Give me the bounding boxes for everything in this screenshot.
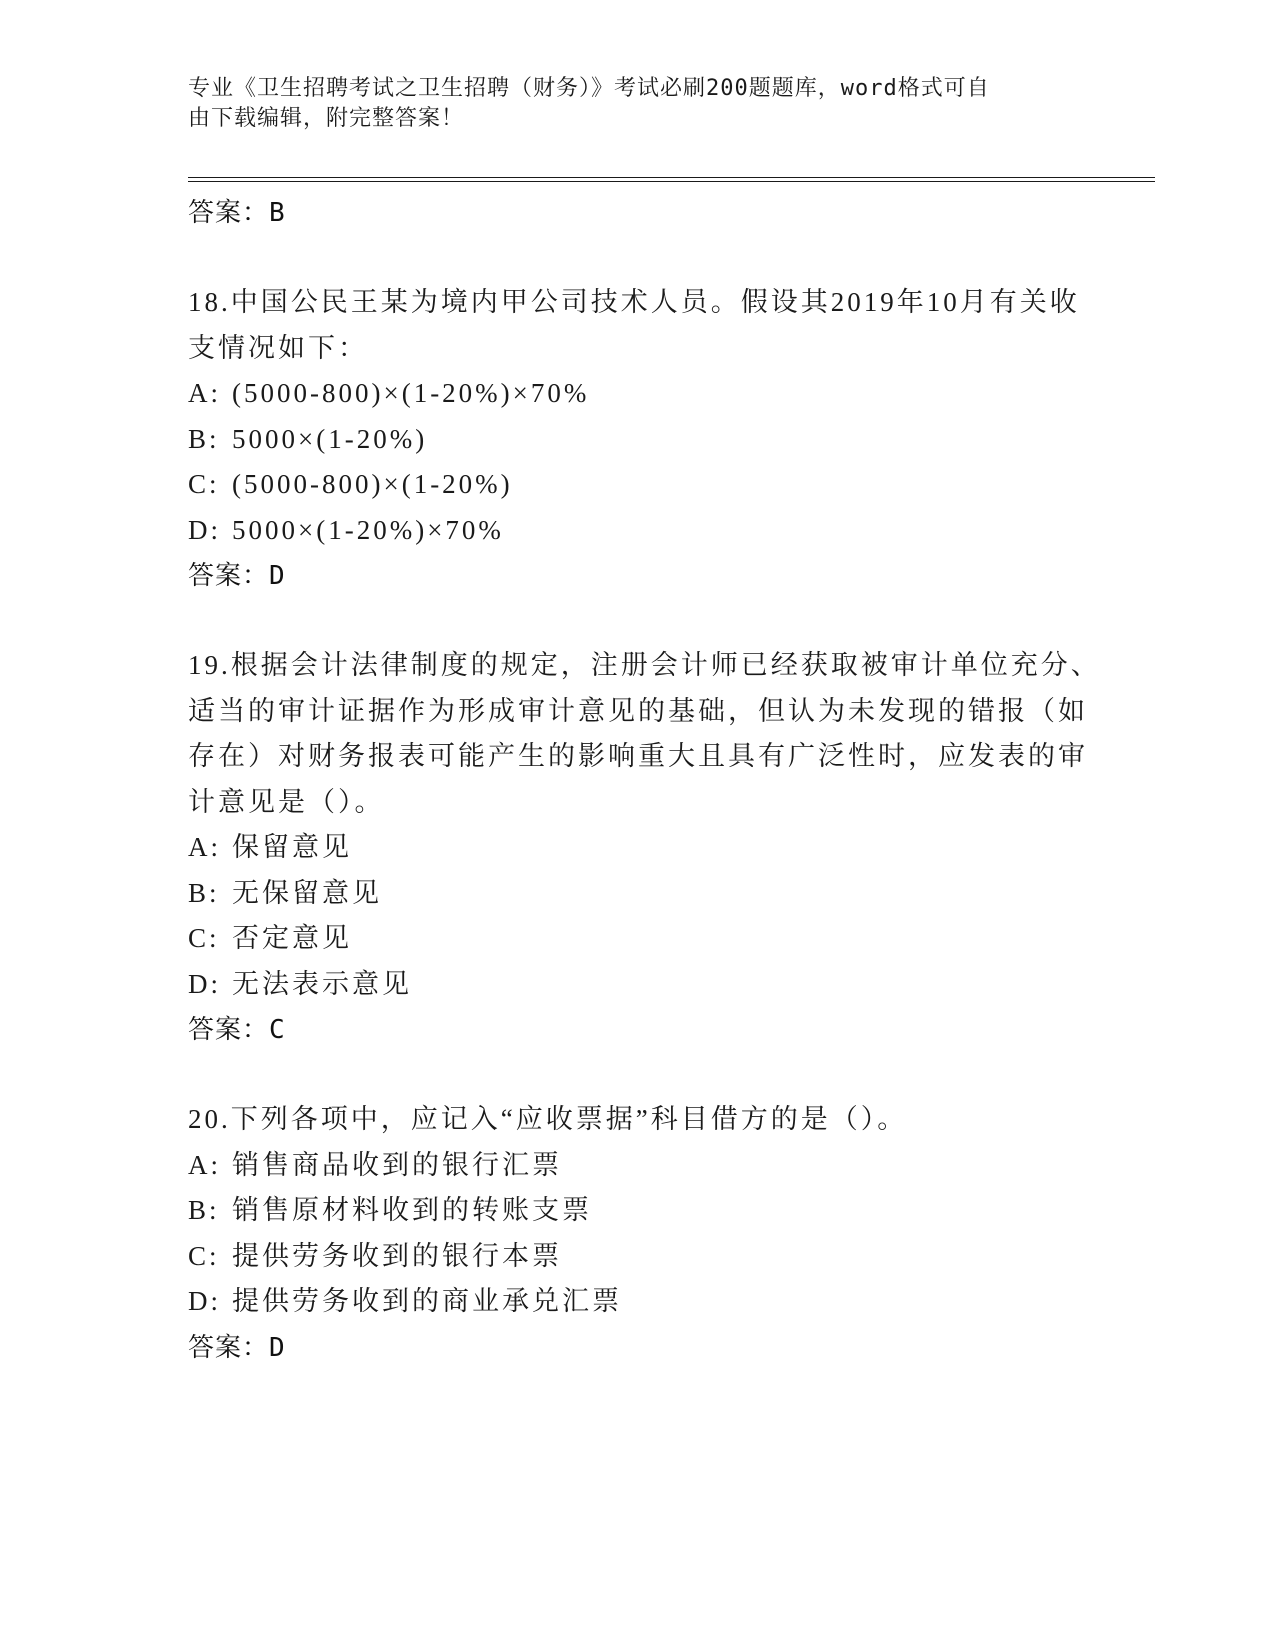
- option-a: [188, 371, 1088, 417]
- option-letter: B:: [188, 423, 220, 454]
- option-b: [188, 871, 1088, 917]
- option-text: 5000×(1-20%)×70%: [232, 514, 504, 545]
- option-a: [188, 825, 1088, 871]
- option-text: (5000-800)×(1-20%)×70%: [232, 378, 590, 408]
- question-19: [188, 643, 1101, 1053]
- option-text: 否定意见: [232, 923, 352, 953]
- previous-answer: 答案：B: [188, 198, 286, 228]
- header-divider-top: [188, 177, 1155, 178]
- option-letter: B:: [188, 1195, 220, 1225]
- option-letter: D:: [188, 514, 221, 545]
- question-stem-line: 适当的审计证据作为形成审计意见的基础，但认为未发现的错报（如: [188, 695, 1088, 726]
- option-c: [188, 916, 1088, 962]
- question-answer: 答案：D: [188, 1332, 286, 1363]
- option-letter: C:: [188, 923, 220, 953]
- question-stem-line: 存在）对财务报表可能产生的影响重大且具有广泛性时，应发表的审: [188, 741, 1088, 771]
- option-letter: A:: [188, 1149, 221, 1180]
- option-d: [188, 962, 1088, 1008]
- header-divider-bottom: [188, 181, 1155, 182]
- option-letter: A:: [188, 378, 221, 408]
- option-text: 提供劳务收到的商业承兑汇票: [232, 1286, 622, 1316]
- option-c: [188, 462, 1088, 508]
- option-text: 销售原材料收到的转账支票: [232, 1195, 592, 1225]
- option-c: [188, 1234, 1088, 1280]
- option-text: 5000×(1-20%): [232, 423, 428, 454]
- page-header: [188, 74, 1068, 134]
- question-20: [188, 1097, 1088, 1371]
- option-letter: C:: [188, 469, 220, 499]
- question-stem-line: 支情况如下：: [188, 332, 368, 363]
- option-text: 销售商品收到的银行汇票: [232, 1149, 562, 1180]
- option-text: 无保留意见: [232, 877, 382, 908]
- question-stem-line: 20.下列各项中，应记入“应收票据”科目借方的是（）。: [188, 1104, 908, 1134]
- question-stem-line: 计意见是（）。: [188, 786, 385, 817]
- option-letter: D:: [188, 1286, 221, 1316]
- question-stem-line: 19.根据会计法律制度的规定，注册会计师已经获取被审计单位充分、: [188, 650, 1101, 680]
- option-text: (5000-800)×(1-20%): [232, 469, 513, 499]
- option-text: 无法表示意见: [232, 968, 412, 999]
- option-text: 提供劳务收到的银行本票: [232, 1240, 562, 1271]
- option-b: [188, 417, 1088, 463]
- question-18: [188, 280, 1088, 599]
- header-line-1: 专业《卫生招聘考试之卫生招聘（财务）》考试必刷200题题库，word格式可自: [188, 76, 990, 101]
- option-d: [188, 1279, 1088, 1325]
- header-line-2: 由下载编辑，附完整答案！: [188, 106, 465, 131]
- option-letter: A:: [188, 832, 221, 862]
- option-letter: D:: [188, 968, 221, 999]
- question-stem-line: 18.中国公民王某为境内甲公司技术人员。假设其2019年10月有关收: [188, 287, 1080, 317]
- question-list: [188, 190, 1101, 1371]
- question-answer: 答案：C: [188, 1015, 286, 1045]
- option-letter: B:: [188, 877, 220, 908]
- option-b: [188, 1188, 1088, 1234]
- question-answer: 答案：D: [188, 561, 286, 591]
- option-a: [188, 1143, 1088, 1189]
- option-d: [188, 508, 1088, 554]
- option-text: 保留意见: [232, 832, 352, 862]
- option-letter: C:: [188, 1240, 220, 1271]
